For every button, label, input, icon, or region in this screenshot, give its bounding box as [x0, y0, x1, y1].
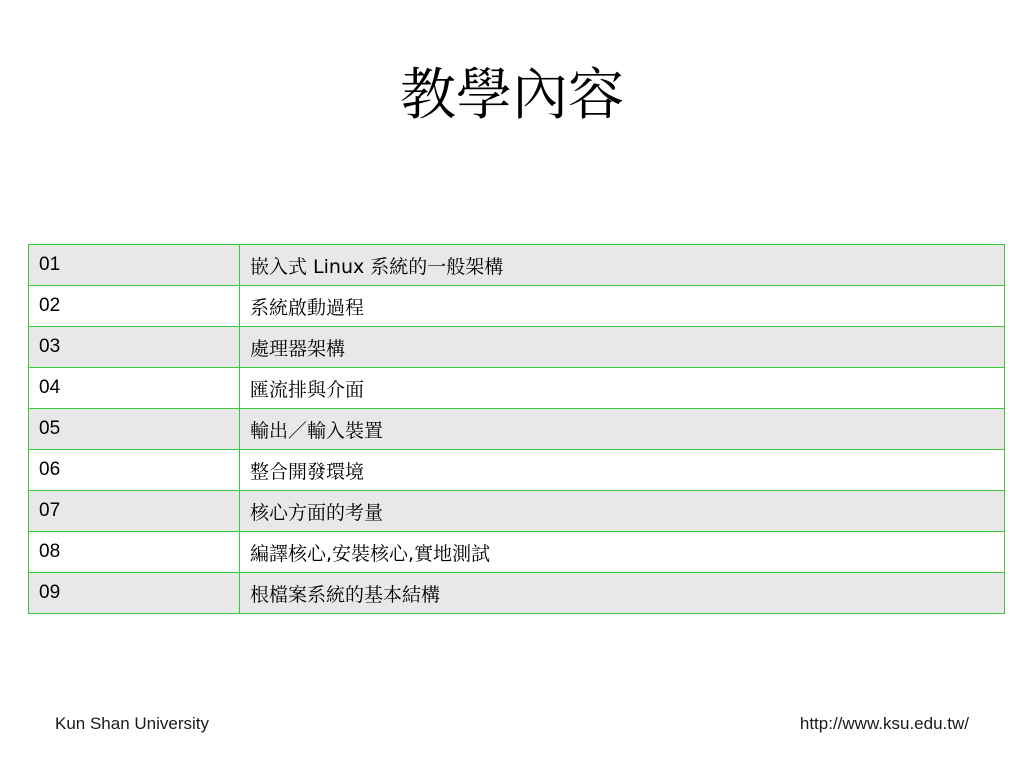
row-topic: 匯流排與介面: [240, 368, 1005, 409]
footer-url: http://www.ksu.edu.tw/: [799, 714, 969, 733]
row-number: 06: [29, 450, 240, 491]
footer-university-name: Kun Shan University: [55, 714, 210, 733]
row-topic: 根檔案系統的基本結構: [240, 573, 1005, 614]
row-number: 04: [29, 368, 240, 409]
table-row: [29, 491, 1005, 532]
table-row: [29, 368, 1005, 409]
row-number: 03: [29, 327, 240, 368]
row-topic: 處理器架構: [240, 327, 1005, 368]
row-number: 07: [29, 491, 240, 532]
course-content-table: [28, 244, 1005, 614]
table-row: [29, 573, 1005, 614]
table-row: [29, 532, 1005, 573]
table-row: [29, 245, 1005, 286]
row-number: 02: [29, 286, 240, 327]
row-number: 08: [29, 532, 240, 573]
row-topic: 嵌入式 Linux 系統的一般架構: [240, 245, 1005, 286]
row-topic: 整合開發環境: [240, 450, 1005, 491]
table-row: [29, 450, 1005, 491]
row-topic: 輸出／輸入裝置: [240, 409, 1005, 450]
table-row: [29, 286, 1005, 327]
row-topic: 核心方面的考量: [240, 491, 1005, 532]
row-topic: 系統啟動過程: [240, 286, 1005, 327]
table-row: [29, 409, 1005, 450]
row-number: 09: [29, 573, 240, 614]
row-number: 05: [29, 409, 240, 450]
row-topic: 編譯核心,安裝核心,實地測試: [240, 532, 1005, 573]
row-number: 01: [29, 245, 240, 286]
slide-title: 教學內容: [400, 63, 624, 128]
table-row: [29, 327, 1005, 368]
